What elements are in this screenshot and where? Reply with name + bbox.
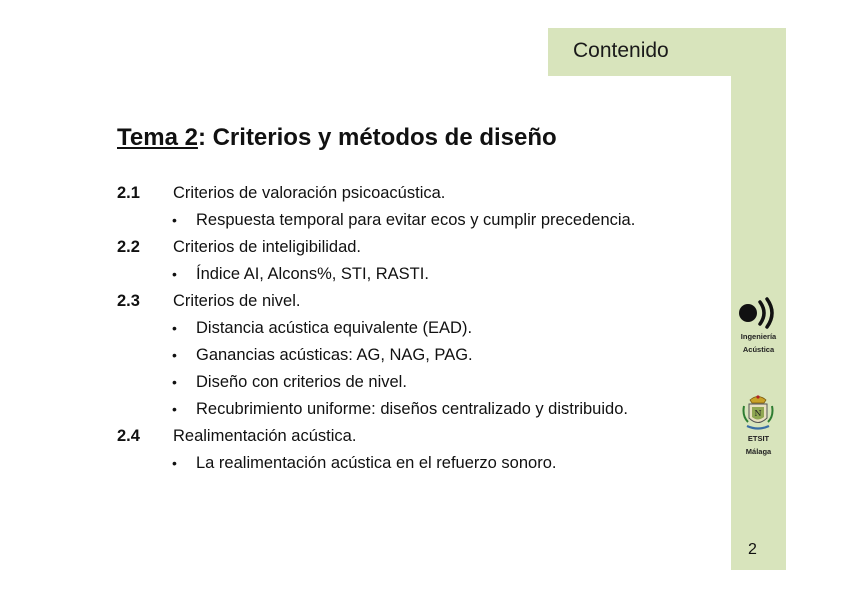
bullet-text: Distancia acústica equivalente (EAD). (196, 319, 473, 337)
bullet-text: Diseño con criterios de nivel. (196, 373, 407, 391)
bullet-item (117, 369, 717, 396)
logo1-label-2: Acústica (742, 345, 775, 354)
bullet-text: Ganancias acústicas: AG, NAG, PAG. (196, 346, 473, 364)
section-row (117, 234, 717, 261)
svg-text:N: N (754, 409, 762, 418)
page-number: 2 (748, 541, 757, 558)
bullet-icon: • (172, 320, 177, 336)
bullet-text: Recubrimiento uniforme: diseños centralizado y distribuido. (196, 400, 628, 418)
section-number: 2.2 (117, 238, 140, 256)
section-number: 2.1 (117, 184, 140, 202)
section-row (117, 423, 717, 450)
title-rest: : Criterios y métodos de diseño (197, 124, 557, 151)
section-number: 2.4 (117, 427, 140, 445)
logo1-label-1: Ingeniería (740, 332, 777, 341)
logo2-label-2: Málaga (745, 447, 772, 456)
contents-list (117, 180, 717, 477)
bullet-icon: • (172, 266, 177, 282)
bullet-icon: • (172, 212, 177, 228)
bullet-text: Respuesta temporal para evitar ecos y cumplir precedencia. (196, 211, 636, 229)
section-title: Criterios de valoración psicoacústica. (173, 184, 446, 202)
section-title: Criterios de nivel. (173, 292, 301, 310)
logo2-label-1: ETSIT (747, 434, 770, 443)
bullet-text: Índice AI, Alcons%, STI, RASTI. (196, 265, 429, 283)
bullet-item (117, 396, 717, 423)
header-title: Contenido (573, 39, 669, 62)
bullet-item (117, 207, 717, 234)
title-topic: Tema 2 (117, 124, 198, 151)
bullet-item (117, 450, 717, 477)
bullet-text: La realimentación acústica en el refuerzo sonoro. (196, 454, 557, 472)
section-number: 2.3 (117, 292, 140, 310)
bullet-icon: • (172, 455, 177, 471)
university-crest-icon (741, 392, 775, 432)
bullet-item (117, 315, 717, 342)
bullet-item (117, 261, 717, 288)
sound-waves-icon (737, 297, 781, 329)
bullet-item (117, 342, 717, 369)
bullet-icon: • (172, 347, 177, 363)
section-row (117, 180, 717, 207)
section-row (117, 288, 717, 315)
bullet-icon: • (172, 374, 177, 390)
section-title: Criterios de inteligibilidad. (173, 238, 362, 256)
bullet-icon: • (172, 401, 177, 417)
section-title: Realimentación acústica. (173, 427, 357, 445)
page-title (117, 124, 557, 152)
